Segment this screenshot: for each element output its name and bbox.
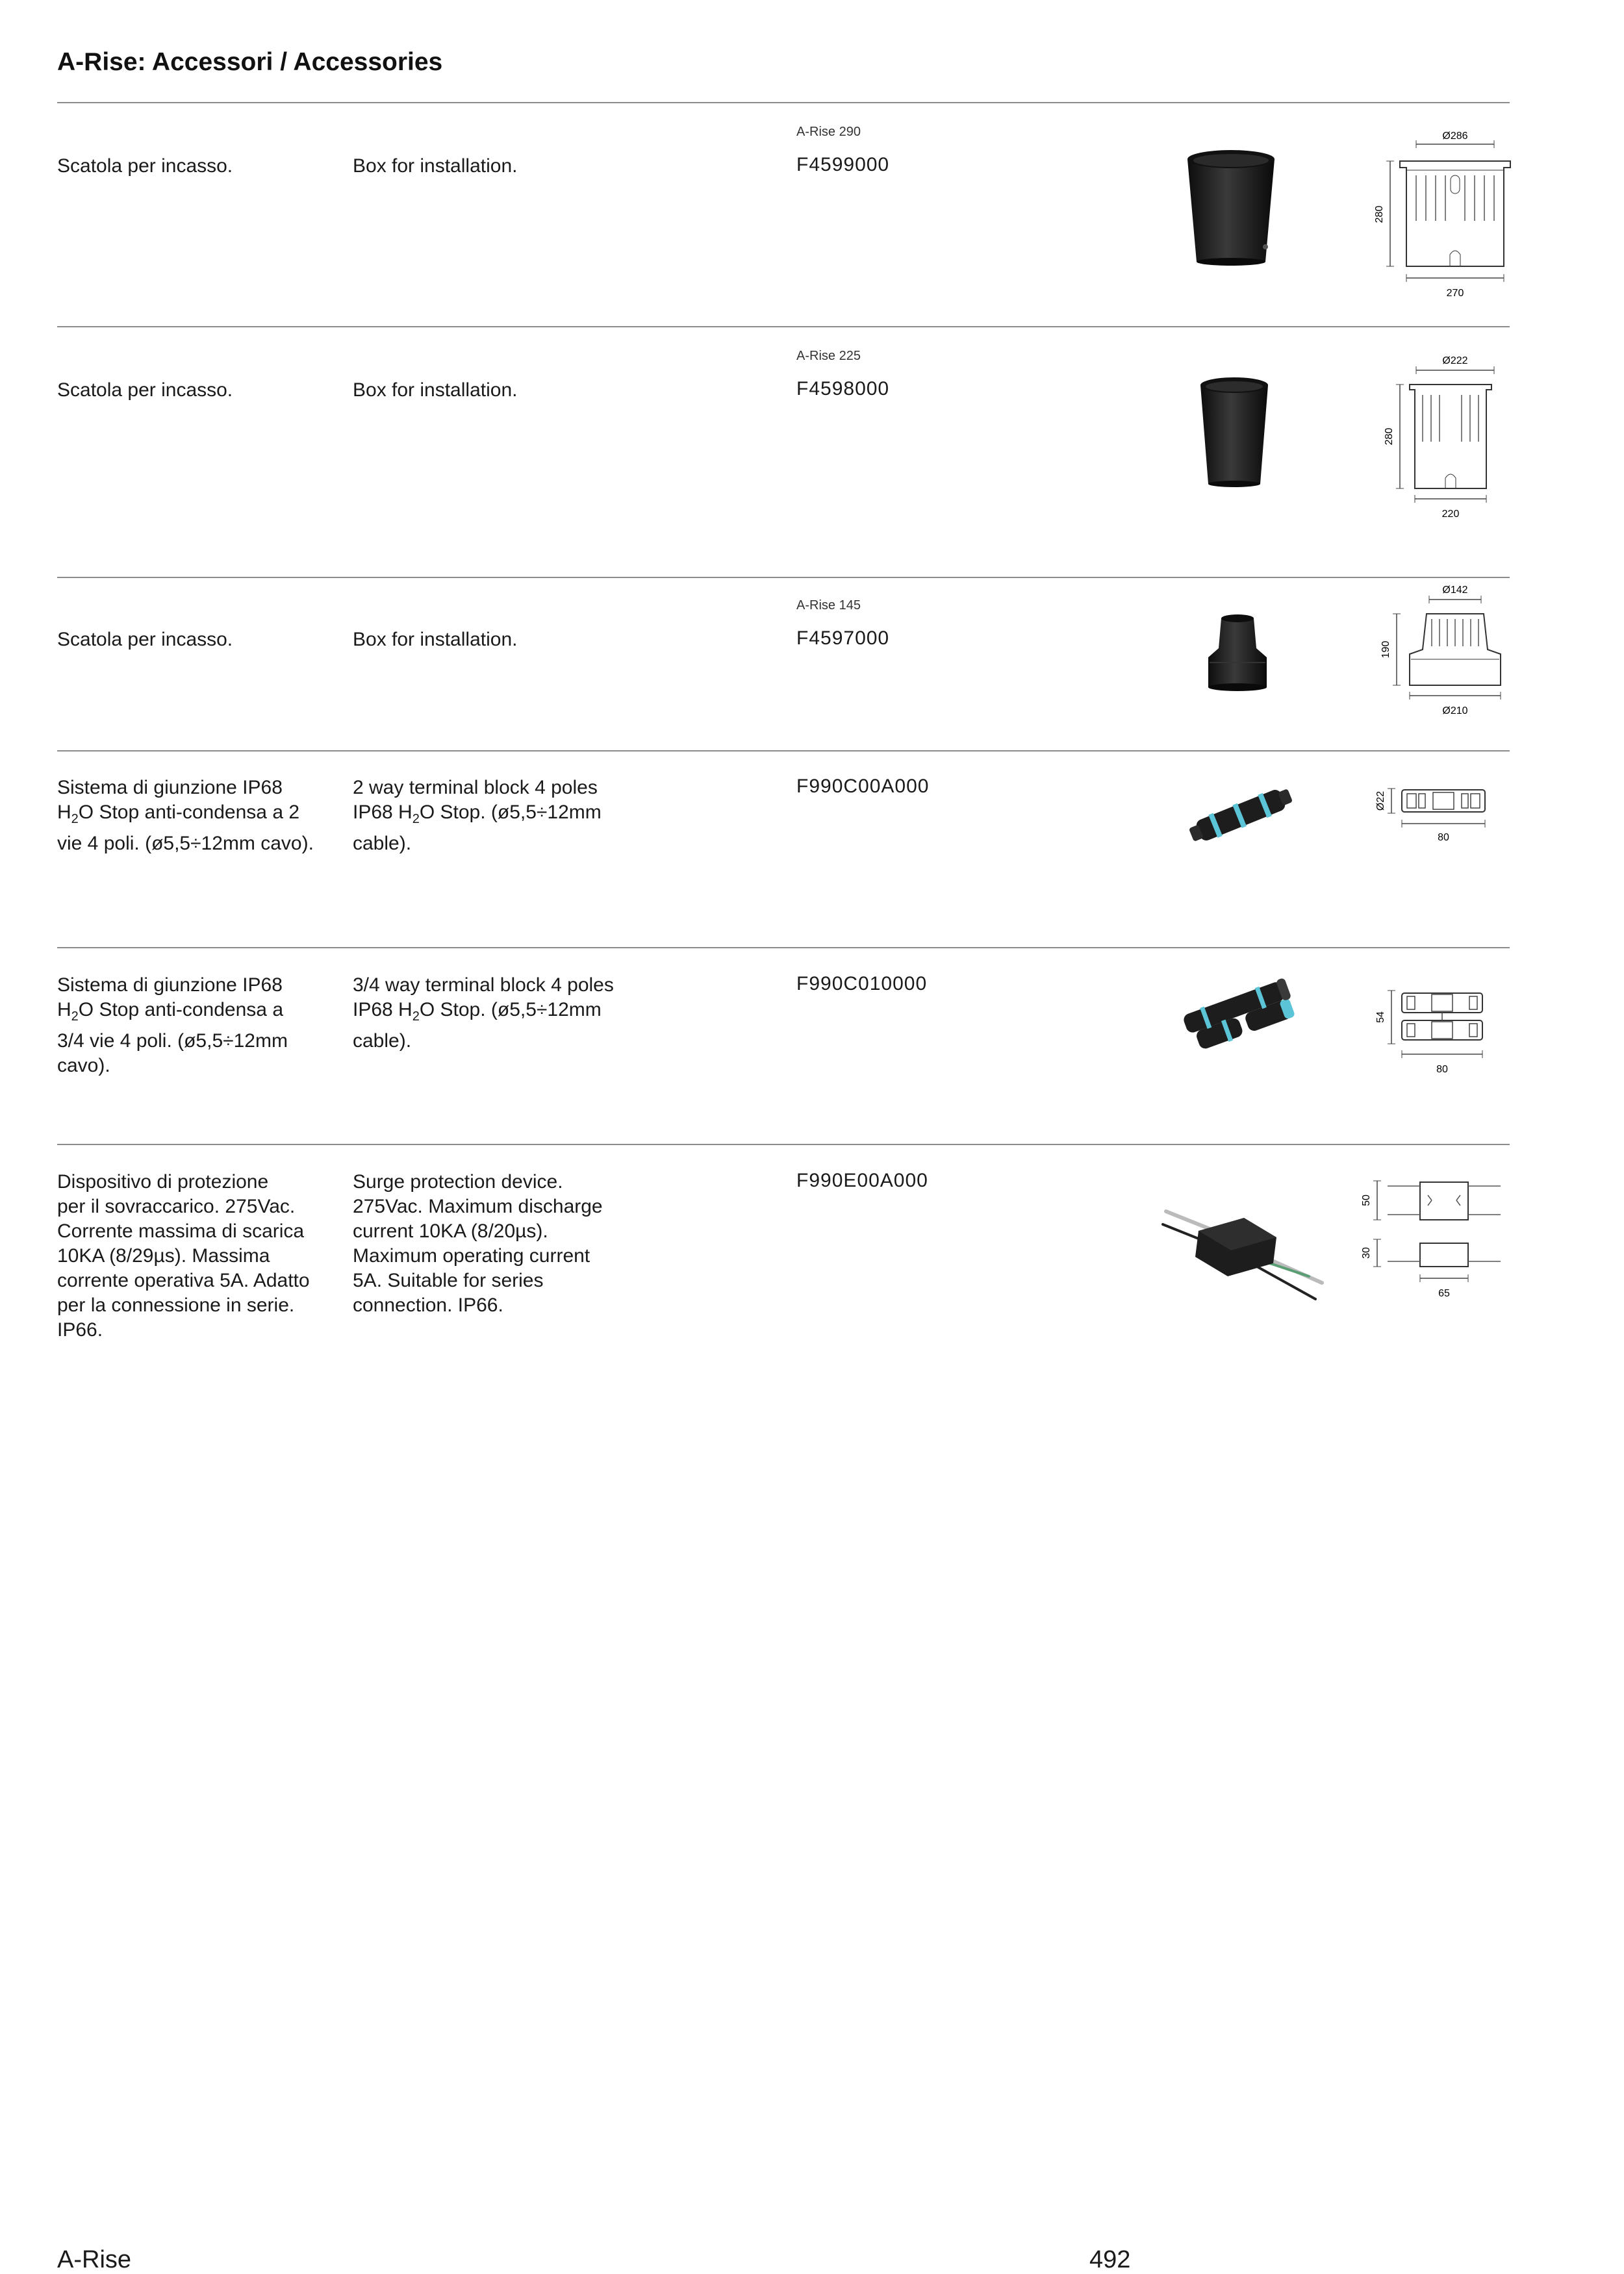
dim-top: Ø222 (1442, 355, 1468, 366)
model-label: A-Rise 290 (796, 125, 861, 139)
product-code: F4598000 (796, 378, 890, 399)
description-en: Box for installation. (353, 379, 518, 401)
box-photo (1195, 373, 1273, 490)
page-title: A-Rise: Accessori / Accessories (57, 48, 443, 76)
page-number: 492 (1089, 2246, 1131, 2273)
terminal-block-drawing (1364, 978, 1520, 1081)
dim-side: 190 (1380, 640, 1391, 659)
divider (57, 326, 1510, 327)
surge-device-drawing (1345, 1169, 1514, 1319)
dim-side-bottom: 30 (1361, 1247, 1372, 1259)
terminal-block-photo (1182, 779, 1299, 851)
footer-label: A-Rise (57, 2246, 132, 2273)
description-en: Surge protection device. 275Vac. Maximum discharge current 10KA (8/20µs). Maximum operating current 5A. Suitable for series connection. IP66. (353, 1171, 603, 1316)
product-code: F4597000 (796, 627, 890, 649)
divider (57, 1144, 1510, 1145)
dim-bottom: 270 (1446, 288, 1464, 299)
product-code: F990C010000 (796, 973, 928, 994)
terminal-block-photo (1166, 978, 1309, 1062)
box-photo (1182, 146, 1280, 270)
dim-top: Ø286 (1442, 131, 1468, 142)
description-it: Sistema di giunzione IP68 $H_2O$ Stop anti-condensa a 3/4 vie 4 poli. (ø5,5÷12mm cavo). (57, 974, 288, 1076)
divider (57, 947, 1510, 948)
description-it: Scatola per incasso. (57, 155, 233, 177)
dim-bottom: 220 (1441, 509, 1460, 520)
description-en: Box for installation. (353, 629, 518, 650)
dim-side: Ø22 (1375, 790, 1386, 811)
box-drawing (1364, 581, 1520, 724)
dim-top: Ø142 (1442, 585, 1468, 596)
surge-device-photo (1160, 1179, 1328, 1309)
dim-side: 54 (1375, 1011, 1386, 1023)
model-label: A-Rise 225 (796, 349, 861, 363)
dim-side: 280 (1374, 205, 1385, 223)
dim-bottom: 80 (1438, 832, 1449, 843)
terminal-block-drawing (1364, 779, 1520, 851)
product-code: F990E00A000 (796, 1170, 928, 1191)
dim-bottom: 80 (1436, 1064, 1448, 1075)
box-photo (1202, 611, 1273, 695)
dim-side-top: 50 (1361, 1194, 1372, 1206)
description-en: 2 way terminal block 4 poles IP68 $H_2O$ Stop. (ø5,5÷12mm cable). (353, 777, 602, 854)
product-code: F4599000 (796, 154, 890, 175)
description-en: Box for installation. (353, 155, 518, 177)
divider (57, 577, 1510, 578)
dim-side: 280 (1384, 427, 1395, 446)
divider (57, 750, 1510, 752)
product-code: F990C00A000 (796, 776, 930, 797)
description-it: Sistema di giunzione IP68 $H_2O$ Stop anti-condensa a 2 vie 4 poli. (ø5,5÷12mm cavo). (57, 777, 314, 854)
dim-bottom: 65 (1438, 1288, 1450, 1299)
description-en: 3/4 way terminal block 4 poles IP68 $H_2O$ Stop. (ø5,5÷12mm cable). (353, 974, 614, 1052)
description-it: Dispositivo di protezione per il sovraccarico. 275Vac. Corrente massima di scarica 10KA (8/29µs). Massima corrente operativa 5A. Adatto per la connessione in serie. IP66. (57, 1171, 310, 1341)
divider (57, 102, 1510, 103)
box-drawing (1364, 351, 1520, 526)
dim-bottom: Ø210 (1442, 705, 1468, 716)
box-drawing (1364, 130, 1520, 305)
description-it: Scatola per incasso. (57, 629, 233, 650)
description-it: Scatola per incasso. (57, 379, 233, 401)
model-label: A-Rise 145 (796, 598, 861, 613)
